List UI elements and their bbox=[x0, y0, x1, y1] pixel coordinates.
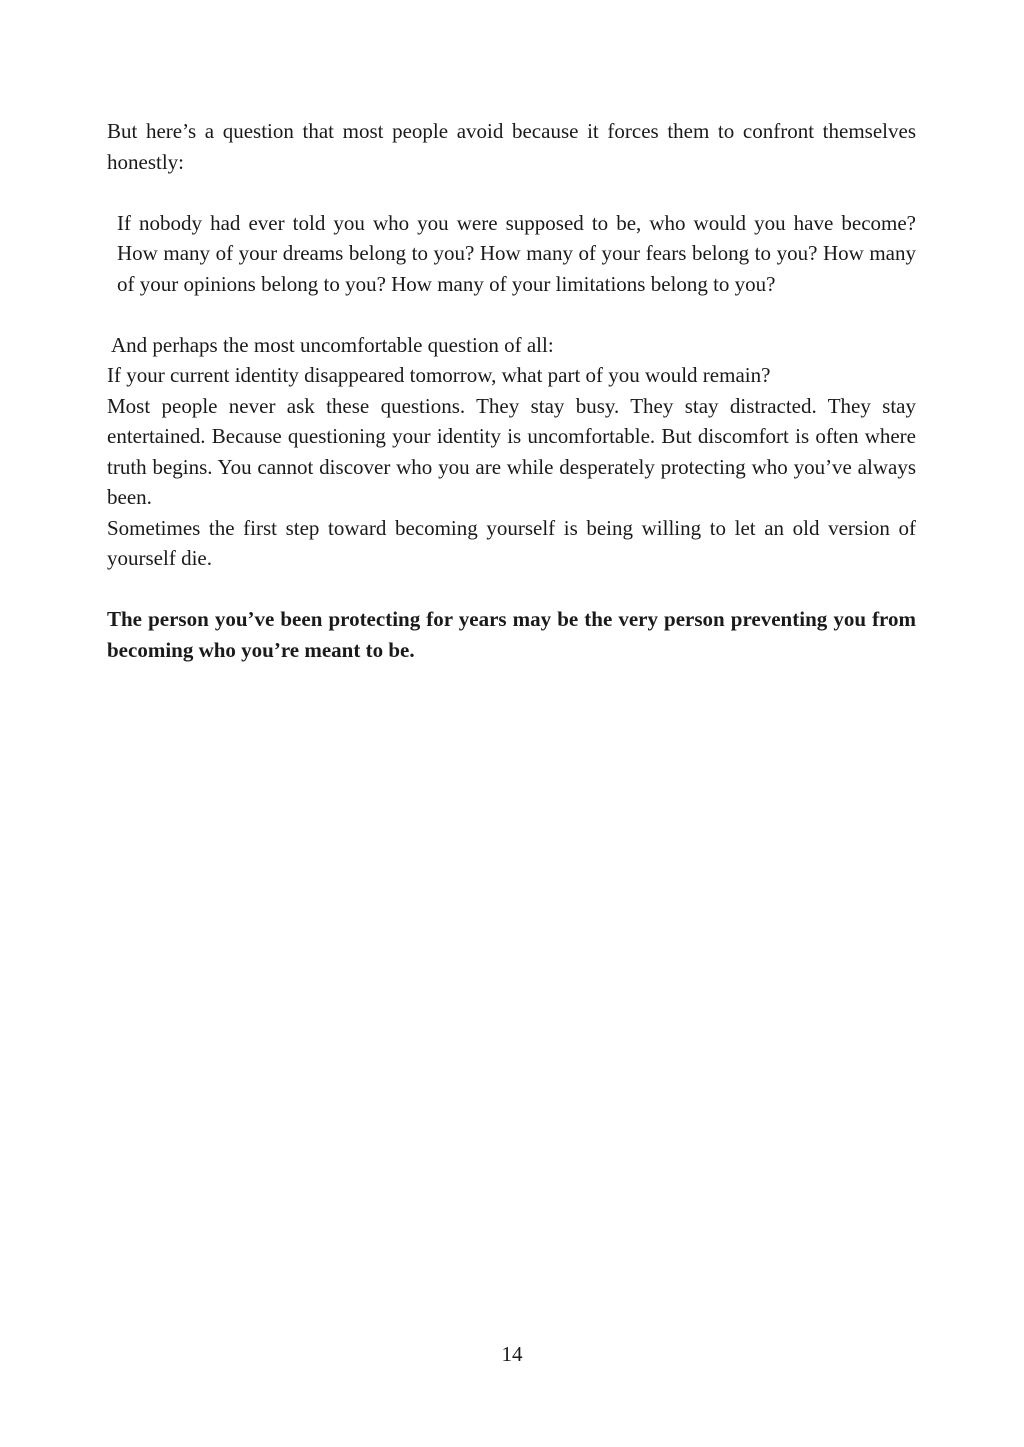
paragraph-questions: If nobody had ever told you who you were supposed to be, who would you have become? How many of your dreams belong to you? How many of your fears belong to you? How many of your opinions belong to you? How many of your limitations belong to you? bbox=[117, 210, 916, 296]
page-body bbox=[107, 116, 916, 665]
paragraph-uncomfortable-question: And perhaps the most uncomfortable question of all: bbox=[111, 332, 554, 357]
paragraph-spacer bbox=[107, 574, 916, 605]
paragraph-question-intro: But here’s a question that most people avoid because it forces them to confront themselves honestly: bbox=[107, 119, 916, 174]
paragraph-first-step: Sometimes the first step toward becoming yourself is being willing to let an old version of yourself die. bbox=[107, 515, 916, 570]
paragraph-spacer bbox=[107, 177, 916, 208]
page-number: 14 bbox=[501, 1342, 523, 1366]
paragraph-identity-question: If your current identity disappeared tomorrow, what part of you would remain? bbox=[107, 363, 771, 387]
paragraph-spacer bbox=[107, 299, 916, 330]
paragraph-discomfort: Most people never ask these questions. They stay busy. They stay distracted. They stay entertained. Because questioning your identity is uncomfortable. But discomfort is often where truth begins. You cannot discover who you are while desperately protecting who you’ve always been. bbox=[107, 393, 916, 509]
closing-statement: The person you’ve been protecting for years may be the very person preventing you from becoming who you’re meant to be. bbox=[107, 607, 916, 662]
